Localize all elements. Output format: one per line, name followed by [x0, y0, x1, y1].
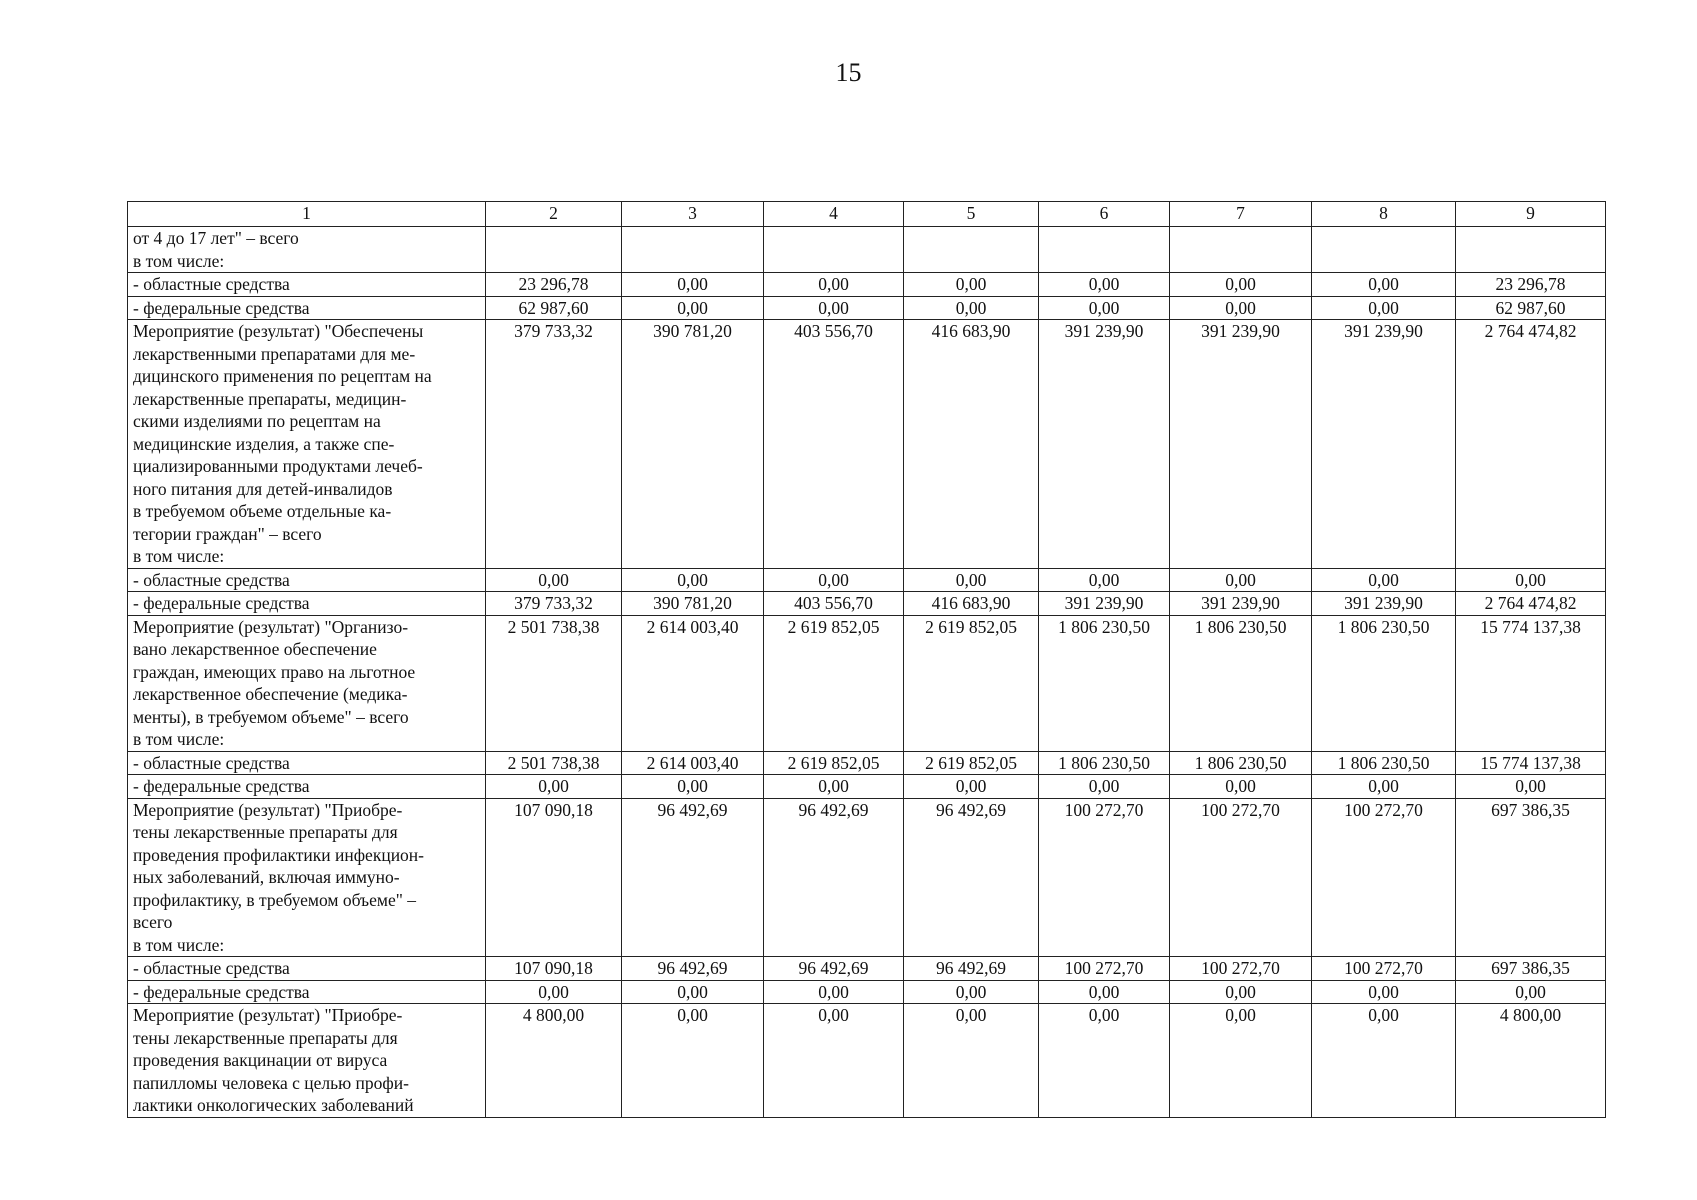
value-cell: 1 806 230,50 — [1039, 615, 1170, 751]
value-cell: 697 386,35 — [1456, 798, 1606, 957]
row-label: - федеральные средства — [128, 980, 486, 1004]
value-cell: 0,00 — [764, 273, 904, 297]
value-cell: 4 800,00 — [1456, 1004, 1606, 1118]
value-cell: 1 806 230,50 — [1039, 751, 1170, 775]
value-cell: 2 614 003,40 — [622, 615, 764, 751]
value-cell: 0,00 — [622, 273, 764, 297]
value-cell: 0,00 — [486, 775, 622, 799]
row-label: Мероприятие (результат) "Приобре- тены лекарственные препараты для проведения вакцинации от вируса папилломы человека с целью профи- лактики онкологических заболеваний — [128, 1004, 486, 1118]
value-cell: 391 239,90 — [1312, 320, 1456, 569]
table-row — [128, 751, 1606, 775]
row-label: Мероприятие (результат) "Обеспечены лекарственными препаратами для ме- дицинского применения по рецептам на лекарственные препараты, медицин- скими изделиями по рецептам на медицинские изделия, а также спе- циализированными продуктами лечеб- ного питания для детей-инвалидов в требуемом объеме отдельные ка- тегории граждан" – всего в том числе: — [128, 320, 486, 569]
column-header: 5 — [904, 202, 1039, 227]
value-cell: 0,00 — [764, 980, 904, 1004]
value-cell: 2 619 852,05 — [764, 615, 904, 751]
value-cell: 0,00 — [904, 273, 1039, 297]
value-cell: 391 239,90 — [1312, 592, 1456, 616]
value-cell: 1 806 230,50 — [1312, 615, 1456, 751]
value-cell: 0,00 — [904, 775, 1039, 799]
column-header: 8 — [1312, 202, 1456, 227]
column-header: 7 — [1170, 202, 1312, 227]
value-cell: 0,00 — [1312, 1004, 1456, 1118]
value-cell: 2 619 852,05 — [904, 615, 1039, 751]
table-row — [128, 592, 1606, 616]
value-cell: 0,00 — [764, 775, 904, 799]
value-cell: 1 806 230,50 — [1312, 751, 1456, 775]
value-cell: 100 272,70 — [1039, 798, 1170, 957]
value-cell: 2 501 738,38 — [486, 615, 622, 751]
row-label: - областные средства — [128, 568, 486, 592]
table-row — [128, 1004, 1606, 1118]
row-label: - областные средства — [128, 751, 486, 775]
value-cell: 390 781,20 — [622, 592, 764, 616]
value-cell: 107 090,18 — [486, 798, 622, 957]
value-cell: 15 774 137,38 — [1456, 615, 1606, 751]
value-cell: 391 239,90 — [1170, 320, 1312, 569]
value-cell: 403 556,70 — [764, 320, 904, 569]
value-cell: 96 492,69 — [622, 957, 764, 981]
table-row — [128, 957, 1606, 981]
value-cell: 0,00 — [1039, 1004, 1170, 1118]
value-cell: 2 764 474,82 — [1456, 320, 1606, 569]
table-row — [128, 615, 1606, 751]
value-cell: 100 272,70 — [1170, 957, 1312, 981]
value-cell: 0,00 — [1170, 568, 1312, 592]
value-cell: 0,00 — [1039, 980, 1170, 1004]
value-cell: 100 272,70 — [1312, 798, 1456, 957]
value-cell: 0,00 — [1170, 980, 1312, 1004]
column-header: 3 — [622, 202, 764, 227]
value-cell: 2 619 852,05 — [764, 751, 904, 775]
column-header: 1 — [128, 202, 486, 227]
value-cell: 2 764 474,82 — [1456, 592, 1606, 616]
value-cell — [1170, 227, 1312, 273]
value-cell: 0,00 — [486, 568, 622, 592]
value-cell: 0,00 — [1170, 273, 1312, 297]
value-cell: 1 806 230,50 — [1170, 751, 1312, 775]
table-row — [128, 798, 1606, 957]
value-cell: 0,00 — [1312, 980, 1456, 1004]
value-cell: 0,00 — [622, 980, 764, 1004]
value-cell: 2 619 852,05 — [904, 751, 1039, 775]
column-header: 4 — [764, 202, 904, 227]
value-cell: 0,00 — [904, 296, 1039, 320]
table-row — [128, 980, 1606, 1004]
value-cell: 62 987,60 — [486, 296, 622, 320]
value-cell: 2 614 003,40 — [622, 751, 764, 775]
value-cell: 390 781,20 — [622, 320, 764, 569]
value-cell: 391 239,90 — [1170, 592, 1312, 616]
value-cell: 107 090,18 — [486, 957, 622, 981]
value-cell — [1456, 227, 1606, 273]
value-cell: 100 272,70 — [1312, 957, 1456, 981]
value-cell — [486, 227, 622, 273]
value-cell: 0,00 — [904, 1004, 1039, 1118]
row-label: - областные средства — [128, 273, 486, 297]
value-cell — [764, 227, 904, 273]
value-cell: 23 296,78 — [486, 273, 622, 297]
row-label: Мероприятие (результат) "Приобре- тены лекарственные препараты для проведения профилактики инфекцион- ных заболеваний, включая иммуно- профилактику, в требуемом объеме" – всего в том числе: — [128, 798, 486, 957]
value-cell: 96 492,69 — [622, 798, 764, 957]
table-row — [128, 320, 1606, 569]
value-cell: 0,00 — [764, 568, 904, 592]
column-header: 2 — [486, 202, 622, 227]
value-cell: 0,00 — [1312, 296, 1456, 320]
row-label: - федеральные средства — [128, 775, 486, 799]
table-row — [128, 296, 1606, 320]
value-cell: 0,00 — [486, 980, 622, 1004]
value-cell: 0,00 — [1170, 296, 1312, 320]
column-header: 9 — [1456, 202, 1606, 227]
value-cell: 0,00 — [1170, 1004, 1312, 1118]
value-cell — [1039, 227, 1170, 273]
value-cell — [904, 227, 1039, 273]
table-row — [128, 273, 1606, 297]
page-number: 15 — [835, 58, 862, 87]
value-cell: 23 296,78 — [1456, 273, 1606, 297]
value-cell — [1312, 227, 1456, 273]
value-cell: 62 987,60 — [1456, 296, 1606, 320]
value-cell: 0,00 — [1312, 775, 1456, 799]
value-cell: 391 239,90 — [1039, 592, 1170, 616]
value-cell: 379 733,32 — [486, 592, 622, 616]
value-cell: 0,00 — [764, 1004, 904, 1118]
value-cell: 0,00 — [622, 568, 764, 592]
column-header: 6 — [1039, 202, 1170, 227]
value-cell: 0,00 — [1456, 775, 1606, 799]
value-cell: 1 806 230,50 — [1170, 615, 1312, 751]
value-cell — [622, 227, 764, 273]
value-cell: 4 800,00 — [486, 1004, 622, 1118]
value-cell: 0,00 — [1039, 775, 1170, 799]
row-label: от 4 до 17 лет" – всего в том числе: — [128, 227, 486, 273]
row-label: - федеральные средства — [128, 592, 486, 616]
value-cell: 100 272,70 — [1039, 957, 1170, 981]
table-row — [128, 568, 1606, 592]
value-cell: 96 492,69 — [764, 957, 904, 981]
value-cell: 0,00 — [1039, 296, 1170, 320]
value-cell: 0,00 — [622, 775, 764, 799]
value-cell: 0,00 — [1170, 775, 1312, 799]
value-cell: 0,00 — [1312, 273, 1456, 297]
value-cell: 0,00 — [622, 1004, 764, 1118]
row-label: - областные средства — [128, 957, 486, 981]
value-cell: 100 272,70 — [1170, 798, 1312, 957]
value-cell: 0,00 — [764, 296, 904, 320]
value-cell: 0,00 — [1312, 568, 1456, 592]
value-cell: 391 239,90 — [1039, 320, 1170, 569]
row-label: Мероприятие (результат) "Организо- вано лекарственное обеспечение граждан, имеющих право на льготное лекарственное обеспечение (медика- менты), в требуемом объеме" – всего в том числе: — [128, 615, 486, 751]
value-cell: 2 501 738,38 — [486, 751, 622, 775]
row-label: - федеральные средства — [128, 296, 486, 320]
table-row — [128, 775, 1606, 799]
value-cell: 403 556,70 — [764, 592, 904, 616]
value-cell: 0,00 — [622, 296, 764, 320]
value-cell: 96 492,69 — [904, 798, 1039, 957]
value-cell: 0,00 — [904, 568, 1039, 592]
value-cell: 96 492,69 — [904, 957, 1039, 981]
value-cell: 416 683,90 — [904, 320, 1039, 569]
header-row — [128, 202, 1606, 227]
value-cell: 0,00 — [1039, 273, 1170, 297]
value-cell: 379 733,32 — [486, 320, 622, 569]
value-cell: 15 774 137,38 — [1456, 751, 1606, 775]
value-cell: 0,00 — [904, 980, 1039, 1004]
value-cell: 0,00 — [1039, 568, 1170, 592]
value-cell: 0,00 — [1456, 568, 1606, 592]
budget-table — [127, 201, 1606, 1118]
value-cell: 416 683,90 — [904, 592, 1039, 616]
value-cell: 96 492,69 — [764, 798, 904, 957]
table-row — [128, 227, 1606, 273]
value-cell: 697 386,35 — [1456, 957, 1606, 981]
value-cell: 0,00 — [1456, 980, 1606, 1004]
